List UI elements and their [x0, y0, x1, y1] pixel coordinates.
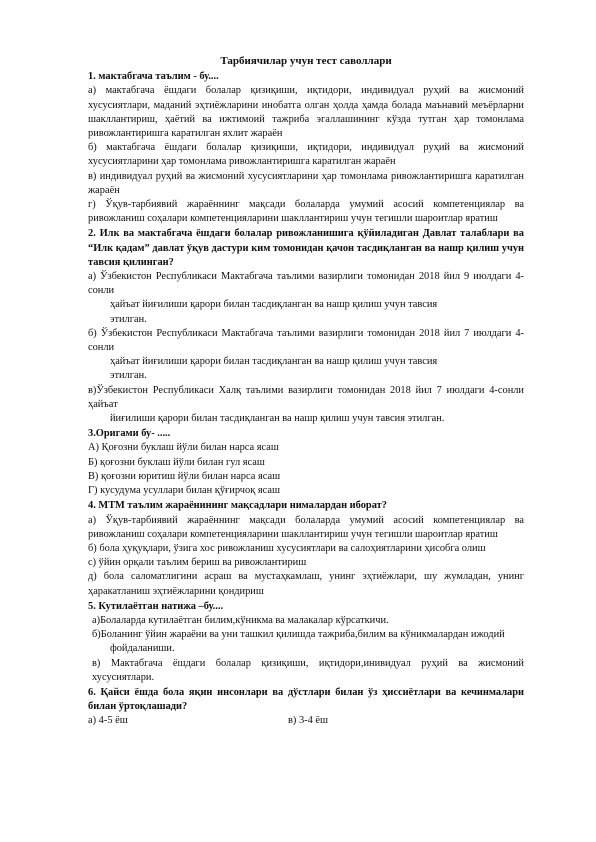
q4-option-b: б) бола ҳуқуқлари, ўзига хос ривожланиш хусусиятлари ва салоҳиятларини ҳисобга олиш [88, 542, 486, 554]
q2-option-a-end: этилган. [110, 313, 147, 325]
q4-option-d: д) бола саломатлигини асраш ва мустаҳкамлаш, унинг эҳтиёжлари, шу жумладан, унинг ҳаракатланиш эҳтиёжларини қондириш [88, 571, 524, 597]
q2-option-b-cont: ҳайъат йиғилиши қарори билан тасдиқланган ва нашр қилиш учун тавсия [110, 356, 438, 368]
q3-option-d: Г) кусудума усуллари билан қўғирчоқ ясаш [88, 485, 280, 497]
q5-option-a: а)Болаларда кутилаётган билим,кўникма ва малакалар кўрсаткичи. [92, 614, 389, 626]
q6-options [88, 714, 524, 728]
q2-option-c-cont: йиғилиши қарори билан тасдиқланган ва нашр қилиш учун тавсия этилган. [110, 413, 445, 425]
q2-option-c: в)Ўзбекистон Республикаси Халқ таълими вазирлиги томонидан 2018 йил 7 июлдаги 4-сонли ҳайъат [88, 384, 524, 410]
q4-option-a: а) Ўқув-тарбиявий жараённинг мақсади болаларда умумий асосий компетенциялар ва ривожланиш соҳалари компетенцияларини шакллантириш учун тегишли шароитлар яратиш [88, 514, 524, 540]
question-3: 3.Оригами бу- ..... [88, 428, 171, 440]
question-2: 2. Илк ва мактабгача ёшдаги болалар ривожланишига қўйиладиган Давлат талаблари ва “Илк қадам” давлат ўқув дастури ким томонидан қачон тасдиқланган ва нашр қилиш учун тавсия қилинган? [88, 228, 524, 268]
q2-option-b-end: этилган. [110, 370, 147, 382]
q5-option-b: б)Боланинг ўйин жараёни ва уни ташкил қилишда тажриба,билим ва кўникмалардан ижодий [92, 629, 505, 641]
question-1: 1. мактабгача таълим - бу.... [88, 71, 219, 83]
q5-option-b-cont: фойдаланиши. [110, 643, 175, 655]
q2-option-a-cont: ҳайъат йиғилиши қарори билан тасдиқланган ва нашр қилиш учун тавсия [110, 299, 438, 311]
q3-option-c: В) қоғозни юритиш йўли билан нарса ясаш [88, 470, 281, 482]
q1-option-a: а) мактабгача ёшдаги болалар қизиқиши, иқтидори, индивидуал руҳий ва жисмоний хусусиятлари, маданий эҳтиёжларини инобатга олган ҳолда ҳамда болада маънавий меъёрларни шакллантириш, ҳаётий ва ижтимоий тажриба эгаллашининг кўзда тутган ҳар томонлама ривожлантиришга каратилган яхлит жараён [88, 85, 524, 140]
q1-option-d: г) Ўқув-тарбиявий жараённинг мақсади болаларда умумий асосий компетенциялар ва ривожланиш соҳалари компетенцияларини шакллантириш учун тегишли шароитлар яратиш [88, 199, 524, 225]
q5-option-c: в) Мактабгача ёшдаги болалар қизиқиши, иқтидори,инивидуал руҳий ва жисмоний хусусиятлари. [92, 657, 524, 683]
q2-option-a: а) Ўзбекистон Республикаси Мактабгача таълими вазирлиги томонидан 2018 йил 9 июлдаги 4-сонли [88, 271, 524, 297]
q1-option-c: в) индивидуал руҳий ва жисмоний хусусиятларини ҳар томонлама ривожлантиришга каратилган жараён [88, 170, 524, 196]
q1-option-b: б) мактабгача ёшдаги болалар қизиқиши, иқтидори, индивидуал руҳий ва жисмоний хусусиятларини ҳар томонлама ривожлантиришга каратилган жараён [88, 142, 524, 168]
question-6: 6. Қайси ёшда бола яқин инсонлари ва дўстлари билан ўз ҳиссиётлари ва кечинмалари билан ўртоқлашади? [88, 686, 524, 713]
q3-option-b: Б) қоғозни буклаш йўли билан гул ясаш [88, 456, 265, 468]
document-page [88, 54, 524, 729]
question-5: 5. Кутилаётган натижа –бу.... [88, 600, 224, 612]
q6-option-a: а) 4-5 ёш [88, 715, 128, 727]
q2-option-b: б) Ўзбекистон Республикаси Мактабгача таълими вазирлиги томонидан 2018 йил 7 июлдаги 4-сонли [88, 327, 524, 354]
q3-option-a: А) Қоғозни буклаш йўли билан нарса ясаш [88, 442, 279, 454]
q4-option-c: с) ўйин орқали таълим бериш ва ривожлантириш [88, 557, 307, 569]
document-title: Тарбиячилар учун тест саволлари [220, 55, 392, 67]
q6-option-b: в) 3-4 ёш [288, 715, 329, 727]
question-4: 4. МТМ таълим жараёнининг мақсадлари нималардан иборат? [88, 500, 387, 512]
